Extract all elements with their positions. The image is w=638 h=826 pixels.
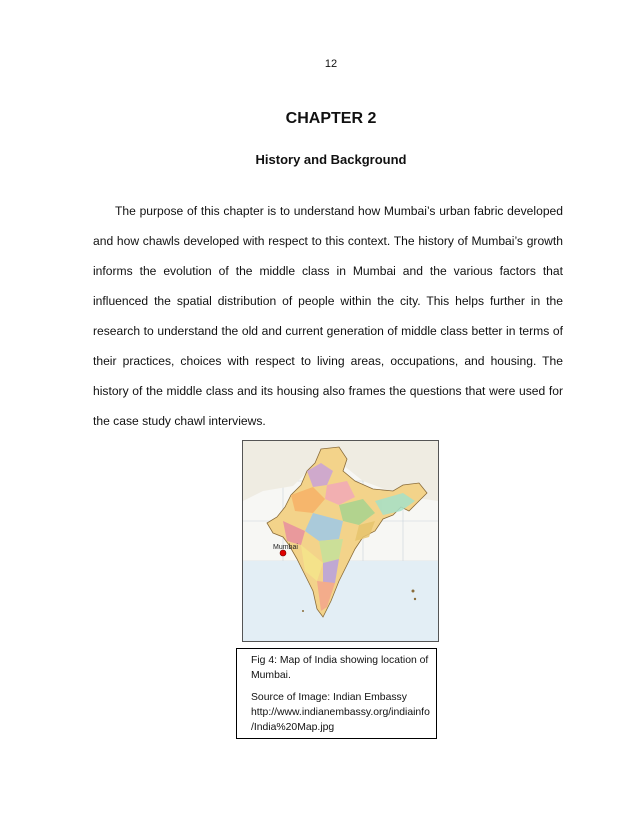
figure-caption-box: [236, 648, 437, 739]
caption-line-2: Mumbai.: [251, 670, 291, 681]
chapter-title: CHAPTER 2: [285, 110, 377, 127]
india-map-image: [243, 441, 438, 641]
map-figure: [242, 440, 439, 642]
page-number: 12: [324, 58, 338, 70]
body-paragraph: [93, 196, 563, 436]
mumbai-label: Mumbai: [273, 544, 298, 551]
source-line-2: http://www.indianembassy.org/indiainfo: [251, 707, 430, 718]
section-title: History and Background: [255, 152, 407, 167]
caption-line-1: Fig 4: Map of India showing location of: [251, 655, 429, 666]
body-paragraph-text: The purpose of this chapter is to understand how Mumbai’s urban fabric developed and how chawls developed with respect to this context. The history of Mumbai’s growth informs the evolution of the middle class in Mumbai and the various factors that influenced the spatial distribution of people within the city. This helps further in the research to understand the old and current generation of middle class better in terms of their practices, choices with respect to living areas, occupations, and housing. The history of the middle class and its housing also frames the questions that were used for the case study chawl interviews.: [93, 204, 563, 428]
source-line-1: Source of Image: Indian Embassy: [251, 692, 407, 703]
source-line-3: /India%20Map.jpg: [251, 722, 335, 733]
